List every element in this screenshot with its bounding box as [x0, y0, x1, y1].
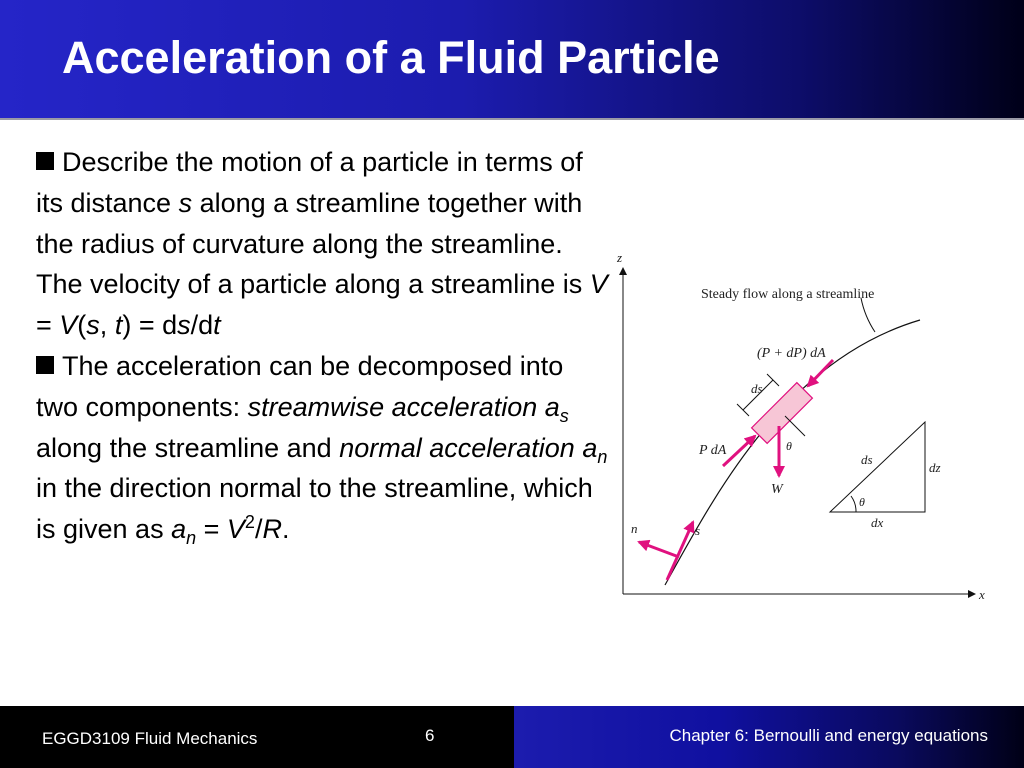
- normal-term: normal acceleration: [339, 432, 575, 463]
- square-bullet-icon: [36, 152, 54, 170]
- subscript-n-2: n: [186, 528, 197, 549]
- var-a-n-2: a: [171, 514, 187, 545]
- pressure-top-arrow: [808, 360, 833, 386]
- s-arrow: [667, 522, 693, 580]
- square-bullet-icon: [36, 356, 54, 374]
- eq-slash-d: /d: [190, 310, 214, 341]
- eq-equals-1: =: [36, 310, 60, 341]
- eq-V: V: [589, 269, 608, 300]
- ds-label: ds: [751, 381, 763, 396]
- eq-s: s: [86, 310, 100, 341]
- triangle-theta-label: θ: [859, 495, 865, 509]
- eq-slash: /: [254, 514, 263, 545]
- space-1: [537, 392, 545, 422]
- slide-title: Acceleration of a Fluid Particle: [62, 32, 720, 83]
- streamline-label: Steady flow along a streamline: [701, 287, 875, 302]
- subscript-n: n: [597, 446, 608, 467]
- s-label: s: [695, 523, 701, 538]
- var-V: V: [226, 514, 245, 545]
- bullet-2: [36, 346, 608, 550]
- footer-chapter: Chapter 6: Bernoulli and energy equations: [669, 726, 988, 745]
- slide-body: [36, 142, 608, 550]
- period: .: [281, 514, 290, 545]
- eq-comma: ,: [99, 310, 115, 341]
- x-axis-label: x: [979, 587, 985, 602]
- theta-label: θ: [786, 439, 792, 453]
- triangle-dz-label: dz: [929, 460, 941, 475]
- bullet-1-text-b: along a streamline together with the radius of curvature along the streamline. The velocity of a particle along a streamline is: [36, 187, 590, 300]
- subscript-s: s: [559, 405, 569, 426]
- z-axis-label: z: [617, 250, 623, 265]
- var-a-n: a: [582, 432, 598, 463]
- bullet-2-text-a: The acceleration can be decomposed into two components:: [36, 350, 564, 422]
- title-bar: [0, 0, 1024, 120]
- weight-label: W: [771, 482, 783, 497]
- superscript-2: 2: [244, 512, 255, 533]
- var-R: R: [262, 514, 282, 545]
- footer-course: EGGD3109 Fluid Mechanics: [42, 729, 258, 748]
- n-label: n: [631, 521, 638, 536]
- var-a-s: a: [544, 391, 560, 422]
- bullet-1: [36, 142, 608, 346]
- eq-t2: t: [213, 310, 221, 341]
- eq-t: t: [114, 310, 123, 341]
- slope-triangle: [830, 422, 925, 512]
- var-s: s: [178, 187, 193, 218]
- eq-equals: =: [196, 514, 227, 545]
- eq-V2: V: [59, 310, 78, 341]
- page-number: 6: [425, 726, 435, 745]
- n-arrow: [639, 542, 679, 557]
- eq-paren-close: ): [122, 310, 132, 341]
- streamline-figure: [605, 240, 1005, 610]
- eq-s2: s: [177, 310, 191, 341]
- triangle-angle-arc: [851, 496, 856, 512]
- eq-equals-2: = d: [131, 310, 178, 341]
- bullet-1-text-a: Describe the motion of a particle in terms of its distance: [36, 147, 583, 218]
- streamwise-term: streamwise acceleration: [247, 391, 538, 422]
- pressure-bottom-label: P dA: [699, 443, 727, 458]
- pressure-top-label: (P + dP) dA: [757, 346, 826, 361]
- eq-paren-open: (: [77, 310, 87, 341]
- element-normal-line: [785, 416, 805, 436]
- bullet-2-text-c: in the direction normal to the streamline, which is given as: [36, 473, 593, 545]
- triangle-ds-label: ds: [861, 452, 873, 467]
- streamline-leader: [861, 298, 875, 332]
- bullet-2-text-b: along the streamline and: [36, 432, 340, 463]
- triangle-dx-label: dx: [871, 515, 884, 530]
